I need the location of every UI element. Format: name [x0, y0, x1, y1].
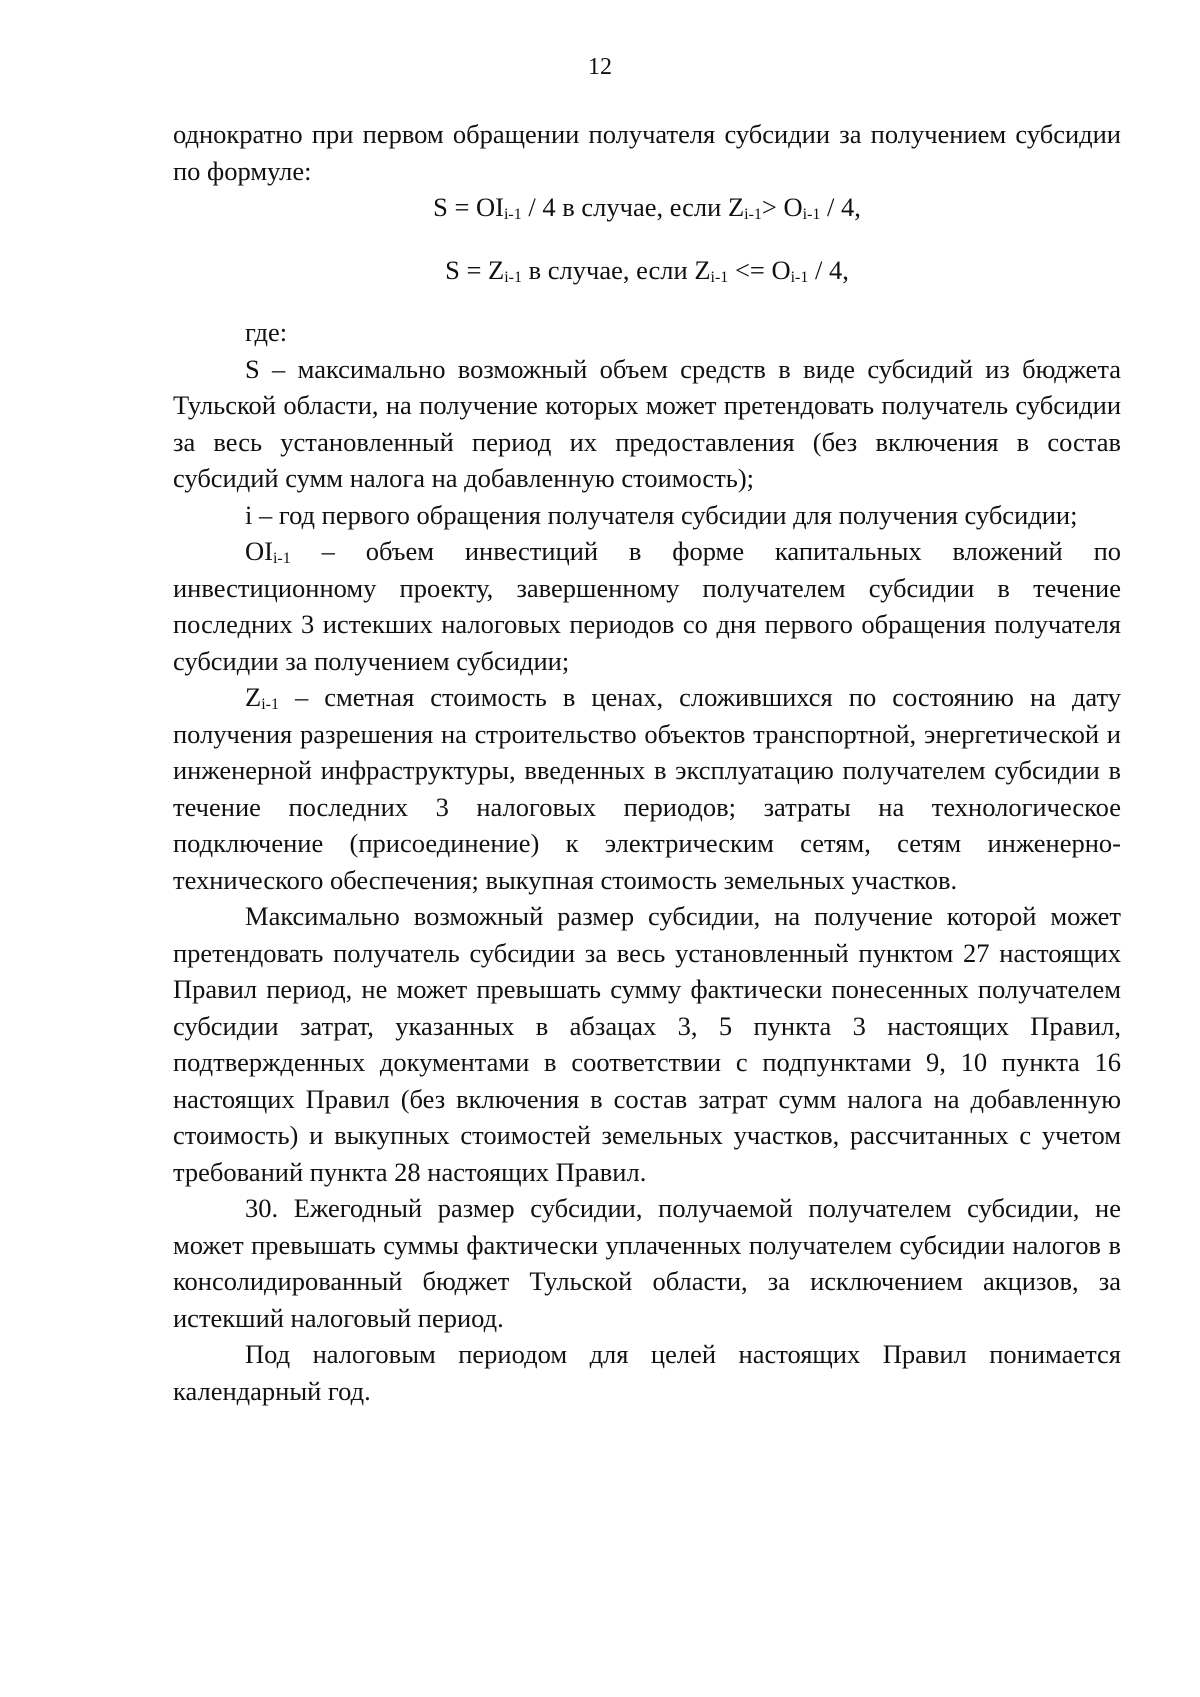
- intro-paragraph: однократно при первом обращении получателя субсидии за получением субсидии по формуле:: [173, 119, 1121, 186]
- formula-text: > O: [761, 192, 803, 222]
- definition-subscript: i-1: [261, 696, 279, 713]
- formula-subscript: i-1: [802, 206, 821, 223]
- tax-period-paragraph: Под налоговым периодом для целей настоящих Правил понимается календарный год.: [173, 1339, 1121, 1406]
- formula-line-1: [173, 189, 1121, 226]
- formula-text: в случае, если Z: [522, 254, 711, 285]
- definition-text: – сметная стоимость в ценах, сложившихся по состоянию на дату получения разрешения на строительство объектов транспортной, энергетической и инженерной инфраструктуры, введенных в эксплуатацию получателем субсидии в течение последних 3 налоговых периодов; затраты на технологическое подключение (присоединение) к электрическим сетям, сетям инженерно-технического обеспечения; выкупная стоимость земельных участков.: [173, 682, 1121, 895]
- definition-z: [173, 679, 1121, 898]
- definition-subscript: i-1: [272, 550, 291, 567]
- formula-text: / 4,: [820, 192, 861, 222]
- formula-subscript: i-1: [790, 268, 809, 286]
- max-subsidy-paragraph: Максимально возможный размер субсидии, на получение которой может претендовать получатель субсидии за весь установленный пунктом 27 настоящих Правил период, не может превышать сумму фактически понесенных получателем субсидии затрат, указанных в абзацах 3, 5 пункта 3 настоящих Правил, подтвержденных документами в соответствии с подпунктами 9, 10 пункта 16 настоящих Правил (без включения в состав затрат сумм налога на добавленную стоимость) и выкупных стоимостей земельных участков, рассчитанных с учетом требований пункта 28 настоящих Правил.: [173, 901, 1121, 1187]
- definition-oi: [173, 533, 1121, 679]
- definition-text: – объем инвестиций в форме капитальных вложений по инвестиционному проекту, завершенному получателем субсидии в течение последних 3 истекших налоговых периодов со дня первого обращения получателя субсидии за получением субсидии;: [173, 536, 1121, 676]
- where-label: где:: [245, 317, 288, 347]
- page-number: 12: [588, 54, 612, 80]
- definition-s: S – максимально возможный объем средств в виде субсидий из бюджета Тульской области, на получение которых может претендовать получатель субсидии за весь установленный период их предоставления (без включения в состав субсидий сумм налога на добавленную стоимость);: [173, 353, 1121, 493]
- formula-subscript: i-1: [710, 268, 729, 286]
- formula-text: <= O: [728, 254, 791, 285]
- formula-subscript: i-1: [503, 206, 522, 223]
- definition-symbol: OI: [245, 536, 273, 566]
- formula-text: S = OI: [433, 192, 504, 222]
- formula-subscript: i-1: [744, 206, 762, 223]
- formula-line-2: [173, 252, 1121, 289]
- item-30-paragraph: 30. Ежегодный размер субсидии, получаемой получателем субсидии, не может превышать суммы фактически уплаченных получателем субсидии налогов в консолидированный бюджет Тульской области, за исключением акцизов, за истекший налоговый период.: [173, 1193, 1121, 1333]
- formula-text: / 4,: [808, 254, 849, 285]
- formula-subscript: i-1: [504, 268, 523, 286]
- definition-symbol: Z: [245, 682, 262, 712]
- definition-i: i – год первого обращения получателя субсидии для получения субсидии;: [245, 499, 1078, 530]
- document-body: [173, 116, 1121, 1409]
- formula-text: S = Z: [445, 254, 505, 285]
- formula-text: / 4 в случае, если Z: [521, 192, 745, 222]
